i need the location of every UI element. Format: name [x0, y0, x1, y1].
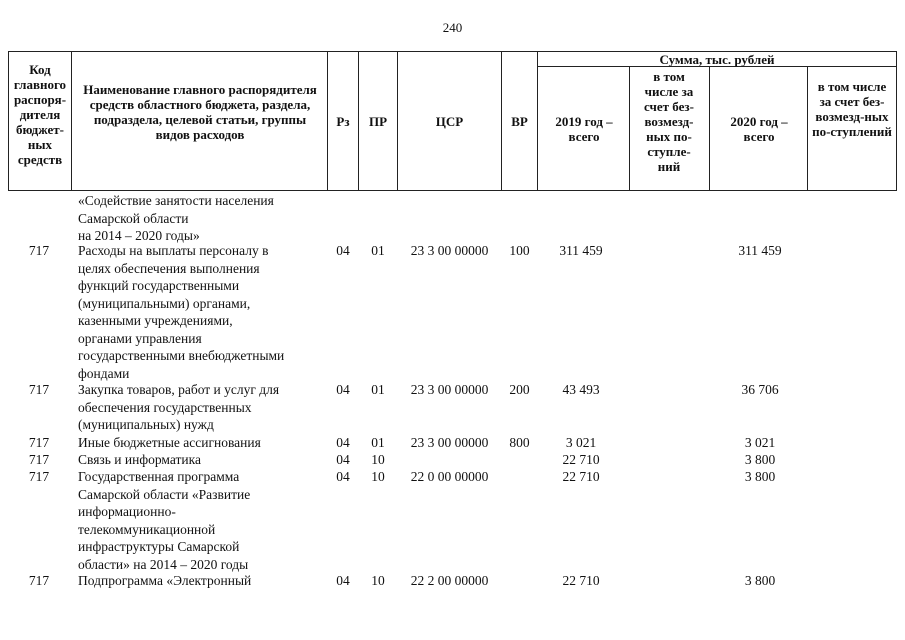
page-number: 240 — [442, 20, 463, 35]
cell-y2020: 3 800 — [744, 452, 776, 467]
cell-code: 717 — [28, 573, 50, 588]
header-pr: ПР — [368, 114, 388, 129]
cell-name-line: органами управления — [78, 330, 202, 346]
cell-rz: 04 — [336, 243, 350, 258]
cell-y2020: 311 459 — [738, 243, 782, 258]
cell-y2020: 3 800 — [744, 573, 776, 588]
cell-csr: 23 3 00 00000 — [410, 243, 489, 258]
cell-name-line: «Содействие занятости населения — [78, 193, 274, 208]
cell-y2020: 3 021 — [744, 435, 776, 450]
cell-code: 717 — [28, 382, 50, 397]
cell-y2019: 3 021 — [565, 435, 597, 450]
cell-y2019: 22 710 — [562, 452, 600, 467]
cell-code: 717 — [28, 452, 50, 467]
cell-name-line: фондами — [78, 365, 130, 381]
cell-pr: 10 — [371, 573, 385, 588]
cell-name-line: Подпрограмма «Электронный — [78, 573, 252, 588]
header-2020-total: 2020 год – всего — [730, 114, 788, 144]
cell-rz: 04 — [336, 452, 350, 467]
cell-name-line: телекоммуникационной — [78, 521, 216, 537]
cell-name-line: (муниципальными) органами, — [78, 295, 251, 311]
cell-pr: 10 — [371, 452, 385, 467]
cell-vr: 100 — [509, 243, 530, 258]
cell-code: 717 — [28, 469, 50, 484]
header-csr: ЦСР — [435, 114, 464, 129]
cell-vr: 200 — [509, 382, 530, 397]
cell-code: 717 — [28, 435, 50, 450]
header-code: Код главного распоря-дителя бюджет-ных средств — [13, 62, 67, 167]
cell-pr: 01 — [371, 243, 385, 258]
cell-name-line: Связь и информатика — [78, 452, 201, 467]
cell-rz: 04 — [336, 435, 350, 450]
cell-y2019: 311 459 — [559, 243, 603, 258]
cell-y2020: 3 800 — [744, 469, 776, 484]
cell-y2019: 22 710 — [562, 573, 600, 588]
cell-rz: 04 — [336, 573, 350, 588]
cell-name-line: Государственная программа — [78, 469, 240, 484]
header-2020-gratuitous: в том числе за счет без-возмезд-ных по-ступлений — [812, 79, 892, 139]
cell-name-line: Самарской области «Развитие — [78, 486, 251, 502]
cell-vr: 800 — [509, 435, 530, 450]
cell-csr: 23 3 00 00000 — [410, 382, 489, 397]
cell-pr: 10 — [371, 469, 385, 484]
header-2019-gratuitous: в том числе за счет без-возмезд-ных по-ступле-ний — [644, 69, 694, 174]
cell-y2020: 36 706 — [741, 382, 779, 397]
cell-name-line: инфраструктуры Самарской — [78, 539, 240, 554]
header-2019-total: 2019 год – всего — [555, 114, 613, 144]
header-name: Наименование главного распорядителя средств областного бюджета, раздела, подраздела, целевой статьи, группы видов расходов — [83, 82, 317, 142]
cell-rz: 04 — [336, 382, 350, 397]
cell-name-line: Расходы на выплаты персоналу в — [78, 243, 269, 258]
cell-name-line: области» на 2014 – 2020 годы — [78, 556, 249, 572]
header-rz: Рз — [336, 114, 350, 129]
cell-name-line: целях обеспечения выполнения — [78, 260, 260, 276]
cell-code: 717 — [28, 243, 50, 258]
cell-y2019: 22 710 — [562, 469, 600, 484]
cell-name-line: информационно- — [78, 504, 176, 519]
cell-name-line: казенными учреждениями, — [78, 313, 233, 328]
cell-pr: 01 — [371, 435, 385, 450]
cell-name-line: на 2014 – 2020 годы» — [78, 228, 200, 243]
cell-name-line: Иные бюджетные ассигнования — [78, 435, 261, 450]
cell-y2019: 43 493 — [562, 382, 600, 397]
cell-csr: 22 0 00 00000 — [410, 469, 489, 484]
header-sum: Сумма, тыс. рублей — [659, 52, 775, 67]
cell-pr: 01 — [371, 382, 385, 397]
cell-csr: 23 3 00 00000 — [410, 435, 489, 450]
cell-name-line: Закупка товаров, работ и услуг для — [78, 382, 280, 397]
cell-name-line: (муниципальных) нужд — [78, 417, 214, 432]
header-vr: ВР — [511, 114, 528, 129]
cell-name-line: обеспечения государственных — [78, 399, 252, 415]
cell-name-line: Самарской области — [78, 210, 189, 226]
cell-name-line: функций государственными — [78, 278, 240, 293]
cell-rz: 04 — [336, 469, 350, 484]
cell-csr: 22 2 00 00000 — [410, 573, 489, 588]
cell-name-line: государственными внебюджетными — [78, 348, 285, 363]
